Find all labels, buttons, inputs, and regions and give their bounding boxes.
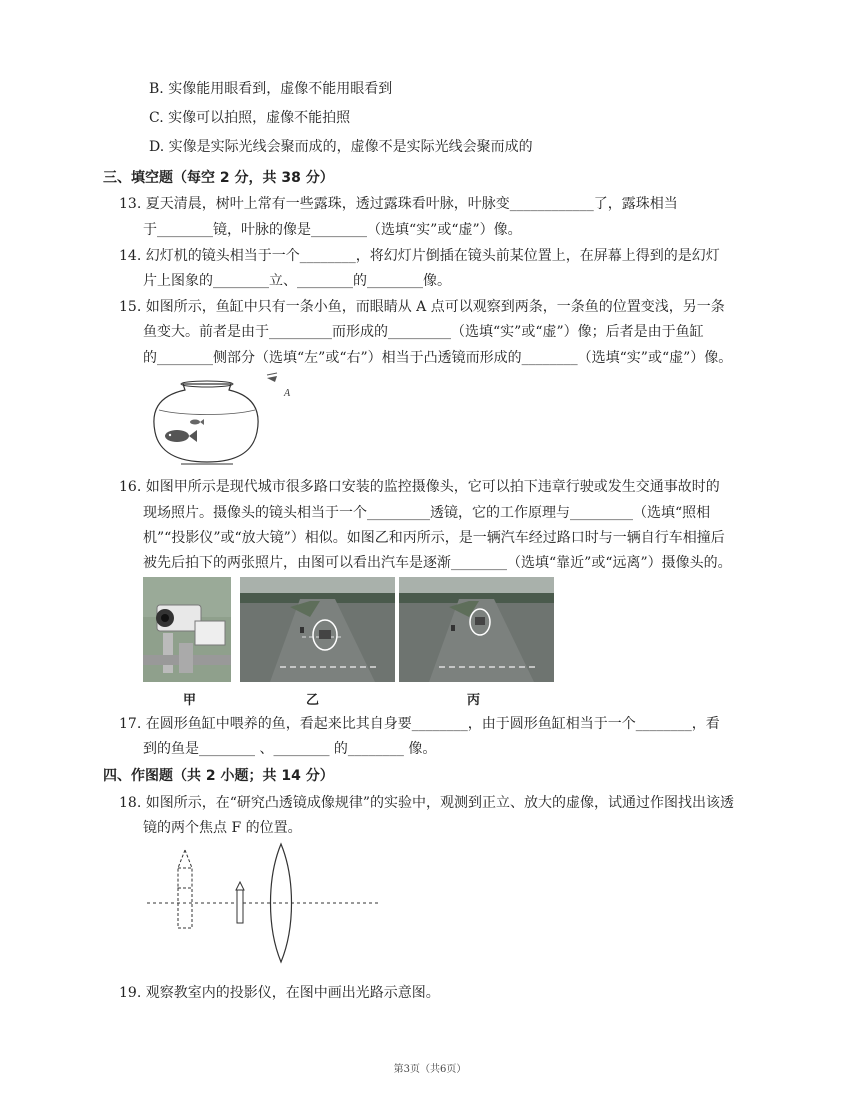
q18-line1: 18. 如图所示，在“研究凸透镜成像规律”的实验中，观测到正立、放大的虚像，试通过作图找出该透 [119, 795, 735, 811]
q13-line2: 于________镜，叶脉的像是________（选填“实”或“虚”）像。 [143, 222, 522, 238]
point-a-label: A [284, 388, 291, 399]
object-arrow [236, 882, 244, 923]
virtual-image-arrow [178, 850, 192, 928]
option-b: B. 实像能用眼看到，虚像不能用眼看到 [149, 81, 393, 97]
q18-line2: 镜的两个焦点 F 的位置。 [143, 820, 302, 836]
caption-yi: 乙 [306, 693, 320, 708]
lens-diagram [143, 838, 383, 968]
caption-jia: 甲 [183, 693, 197, 708]
camera-photo [143, 577, 231, 682]
section-3-title: 三、填空题（每空 2 分，共 38 分） [103, 170, 334, 186]
fishbowl-figure [143, 372, 303, 472]
q16-line3: 机”“投影仪”或“放大镜”）相似。如图乙和丙所示，是一辆汽车经过路口时与一辆自行车相撞后 [143, 530, 725, 546]
caption-bing: 丙 [467, 693, 481, 708]
section-4-title: 四、作图题（共 2 小题；共 14 分） [103, 768, 334, 784]
q15-line1: 15. 如图所示，鱼缸中只有一条小鱼，而眼睛从 A 点可以观察到两条，一条鱼的位置变浅，另一条 [119, 299, 725, 315]
page-footer: 第3页（共6页） [393, 1064, 467, 1075]
q16-line4: 被先后拍下的两张照片，由图可以看出汽车是逐渐________（选填“靠近”或“远离”）摄像头的。 [143, 555, 732, 571]
q17-line2: 到的鱼是________ 、________ 的________ 像。 [143, 741, 437, 757]
eye-icon [267, 373, 277, 382]
option-c: C. 实像可以拍照，虚像不能拍照 [149, 110, 351, 126]
fish-icon [165, 430, 197, 442]
q14-line1: 14. 幻灯机的镜头相当于一个________，将幻灯片倒插在镜头前某位置上，在屏幕上得到的是幻灯 [119, 248, 720, 264]
traffic-photo-c [399, 577, 554, 682]
traffic-photo-b [240, 577, 395, 682]
q15-line2: 鱼变大。前者是由于_________而形成的_________（选填“实”或“虚”）像；后者是由于鱼缸 [143, 324, 704, 340]
q15-line3: 的________侧部分（选填“左”或“右”）相当于凸透镜而形成的________（选填“实”或“虚”）像。 [143, 350, 733, 366]
q16-line2: 现场照片。摄像头的镜头相当于一个_________透镜，它的工作原理与_________（选填“照相 [143, 505, 711, 521]
option-d: D. 实像是实际光线会聚而成的，虚像不是实际光线会聚而成的 [149, 139, 533, 155]
q16-line1: 16. 如图甲所示是现代城市很多路口安装的监控摄像头，它可以拍下违章行驶或发生交通事故时的 [119, 479, 720, 495]
q14-line2: 片上图象的________立、________的________像。 [143, 273, 451, 289]
q19-line1: 19. 观察教室内的投影仪，在图中画出光路示意图。 [119, 985, 440, 1001]
q17-line1: 17. 在圆形鱼缸中喂养的鱼，看起来比其自身要________，由于圆形鱼缸相当于一个________，看 [119, 716, 720, 732]
small-fish-icon [190, 419, 204, 425]
q13-line1: 13. 夏天清晨，树叶上常有一些露珠，透过露珠看叶脉，叶脉变____________了，露珠相当 [119, 196, 678, 212]
